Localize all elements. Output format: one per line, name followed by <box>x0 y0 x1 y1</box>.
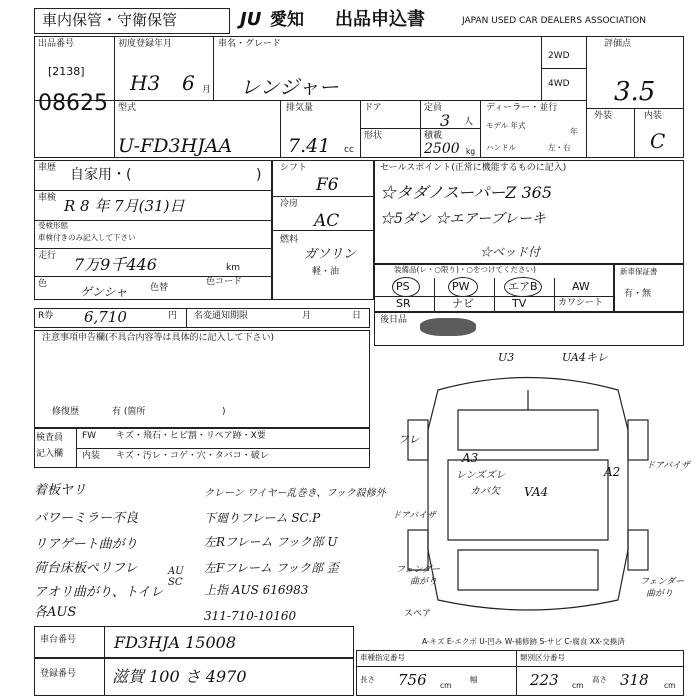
au-sc: AU SC <box>168 566 184 588</box>
deadline-label: 名変通知期限 <box>194 311 249 321</box>
fuel-oil: 軽・油 <box>312 267 340 277</box>
handle-value: 左・右 <box>548 143 571 152</box>
load-value: 2500 <box>424 141 460 157</box>
disp-unit: cc <box>344 145 354 155</box>
inspector-label: 検査員 <box>36 433 64 443</box>
equip-airb: エアB <box>508 280 538 293</box>
note-line-2: リアゲート曲がり <box>34 537 138 552</box>
dealer-label: ディーラー・並行 <box>486 103 558 113</box>
org-name: 愛知 <box>270 10 304 30</box>
sales-line3: ☆ベッド付 <box>480 245 541 259</box>
mileage-label: 走行 <box>38 251 57 261</box>
fw-label: FW <box>82 431 97 441</box>
diag-fender-r: フェンダー <box>640 577 685 587</box>
r-value: 6,710 <box>84 308 127 326</box>
shape-label: 形状 <box>364 131 383 141</box>
equip-sr: SR <box>396 297 411 310</box>
capacity-value: 3 <box>440 111 451 130</box>
diag-a3: A3 <box>462 451 479 465</box>
ac-label: 冷房 <box>280 199 299 209</box>
note-line-5: 各AUS <box>34 605 77 620</box>
notes-title: 注意事項申告欄(不具合内容等は具体的に記入して下さい) <box>42 333 275 343</box>
equip-navi: ナビ <box>452 297 474 310</box>
r-unit: 円 <box>168 311 178 321</box>
load-unit: kg <box>466 147 476 156</box>
storage-tag-text: 車内保管・守衛保管 <box>42 11 178 29</box>
new-value: 有・無 <box>624 289 652 299</box>
lot-label: 出品番号 <box>38 39 75 49</box>
len-label: 長さ <box>360 675 375 684</box>
r-label: R券 <box>38 311 54 321</box>
ext-label: 外装 <box>594 111 613 121</box>
repair-close: ) <box>222 407 226 417</box>
fuel-label: 燃料 <box>280 235 299 245</box>
ac-value: AC <box>314 211 340 231</box>
ju-logo: JU <box>240 9 262 30</box>
repair-label: 修復歴 <box>52 407 80 417</box>
fuel-value: ガソリン <box>304 247 357 262</box>
len-cm: cm <box>440 681 452 690</box>
doc-title: 出品申込書 <box>335 9 425 30</box>
in-label: 内装 <box>82 451 101 461</box>
right-line-3: 左Fフレーム フック部 歪 <box>204 561 339 575</box>
model-year-label: モデル 年式 <box>486 121 526 130</box>
height-cm: cm <box>664 681 676 690</box>
reg-year: H3 <box>130 71 161 95</box>
note-line-0: 着板ヤリ <box>34 483 87 498</box>
diag-ua4: UA4キレ <box>562 351 608 364</box>
diag-a2: A2 <box>604 465 621 479</box>
reg-month: 6 <box>182 71 195 95</box>
color-swap-label: 色替 <box>150 283 169 293</box>
lot-sub: [2138] <box>48 65 85 78</box>
repair-value: 有 (箇所 <box>112 407 146 417</box>
fw-items: キズ・飛石・ヒビ割・リペア跡・X要 <box>116 431 266 441</box>
deadline-month: 月 <box>302 311 312 321</box>
int-label: 内装 <box>644 111 663 121</box>
color-label: 色 <box>38 279 48 289</box>
diag-va4: VA4 <box>524 485 549 499</box>
disp-value: 7.41 <box>288 135 331 157</box>
entry-label: 記入欄 <box>36 449 64 459</box>
class-label: 類別区分番号 <box>520 653 565 662</box>
grade-value: 3.5 <box>614 77 656 107</box>
diag-fender-l: フェンダー <box>396 565 441 575</box>
history-value: 自家用・( <box>70 167 132 183</box>
equip-aw: AW <box>572 280 590 293</box>
capacity-unit: 人 <box>464 117 474 127</box>
right-line-0: クレーン ワイヤー乱巻き、フック殺修外 <box>204 488 386 499</box>
color-code-label: 色コード <box>206 277 243 287</box>
notes-block <box>34 330 370 428</box>
history-close: ) <box>256 167 262 183</box>
name-label: 車名・グレード <box>218 39 282 49</box>
diag-visor-r: ドアバイザ <box>646 461 691 471</box>
after-label: 後日品 <box>380 315 408 325</box>
right-line-2: 左Rフレーム フック部 U <box>204 535 338 549</box>
inspection-label: 車検 <box>38 193 57 203</box>
lot-number: 08625 <box>38 91 108 116</box>
grade-label: 評価点 <box>604 39 632 49</box>
width-cm: cm <box>572 681 584 690</box>
diag-lens: レンズズレ <box>456 470 506 481</box>
equip-kawaseat: カワシート <box>558 298 604 308</box>
shift-label: シフト <box>280 163 308 173</box>
shift-value: F6 <box>316 175 339 195</box>
after-scribble <box>420 318 476 336</box>
diag-visor-l: ドアバイザ <box>392 511 437 521</box>
load-label: 積載 <box>424 131 443 141</box>
name-value: レンジャー <box>240 75 339 99</box>
regnum-label: 登録番号 <box>40 669 77 679</box>
diag-legend: A-キズ E-エクボ U-凹み W-補修跡 S-サビ C-腐食 XX-交換済 <box>422 637 625 646</box>
receive-label: 受検形態 <box>38 221 68 230</box>
sales-line1: ☆タダノスーパーZ 365 <box>380 183 553 202</box>
type-label: 車種指定番号 <box>360 653 405 662</box>
diag-spare: スペア <box>404 609 432 619</box>
width-value: 223 <box>530 671 559 689</box>
diag-fure: フレ <box>398 433 420 446</box>
receive-sub: 車検付きのみ記入して下さい <box>38 233 136 242</box>
len-value: 756 <box>398 671 427 689</box>
note-line-3: 荷台床板ペリフレ <box>34 561 138 576</box>
drive-2wd: 2WD <box>548 51 570 61</box>
equip-ps: PS <box>396 280 410 293</box>
model-label: 型式 <box>118 103 137 113</box>
handle-label: ハンドル <box>486 143 516 152</box>
equip-label: 装備品(レ・○限り)・○をつけてください) <box>394 265 536 274</box>
mileage-value: 7万9千446 <box>74 255 157 274</box>
right-line-4: 上指 AUS 616983 <box>204 583 309 597</box>
diag-bend-r: 曲がり <box>646 589 674 599</box>
mileage-unit: km <box>226 263 240 273</box>
assoc-name: JAPAN USED CAR DEALERS ASSOCIATION <box>462 16 646 26</box>
note-line-4: アオリ曲がり、トイレ <box>34 585 164 600</box>
chassis-value: FD3HJA 15008 <box>114 633 237 652</box>
disp-label: 排気量 <box>286 103 314 113</box>
diag-u3: U3 <box>498 351 515 364</box>
equip-tv: TV <box>512 297 527 310</box>
inspection-value: R 8 年 7月(31)日 <box>64 197 185 215</box>
door-label: ドア <box>364 103 382 113</box>
new-label: 新車保証書 <box>620 267 658 276</box>
diag-cover: カバ欠 <box>470 486 500 497</box>
height-value: 318 <box>620 671 649 689</box>
history-label: 車歴 <box>38 163 57 173</box>
regnum-value: 滋賀 100 さ 4970 <box>112 667 247 686</box>
deadline-day: 日 <box>352 311 362 321</box>
reg-label: 初度登録年月 <box>118 39 173 49</box>
width-label: 幅 <box>470 675 478 684</box>
in-items: キズ・汚レ・コゲ・穴・タバコ・破レ <box>116 451 269 461</box>
capacity-label: 定員 <box>424 103 443 113</box>
chassis-label: 車台番号 <box>40 635 77 645</box>
right-line-5: 311-710-10160 <box>204 609 297 623</box>
equip-pw: PW <box>452 280 470 293</box>
height-label: 高さ <box>592 675 607 684</box>
sales-line2: ☆5ダン ☆エアーブレーキ <box>380 211 546 227</box>
drive-4wd: 4WD <box>548 79 570 89</box>
diag-bend-l: 曲がり <box>410 577 438 587</box>
model-value: U-FD3HJAA <box>118 135 233 157</box>
right-line-1: 下廻りフレーム SC.P <box>204 511 321 525</box>
note-line-1: パワーミラー不良 <box>34 511 139 526</box>
year-unit: 年 <box>570 127 578 136</box>
sales-label: セールスポイント(正常に機能するものに記入) <box>380 163 567 173</box>
color-value: ゲンシャ <box>80 285 128 299</box>
reg-month-unit: 月 <box>202 85 212 95</box>
int-value: C <box>650 129 666 153</box>
